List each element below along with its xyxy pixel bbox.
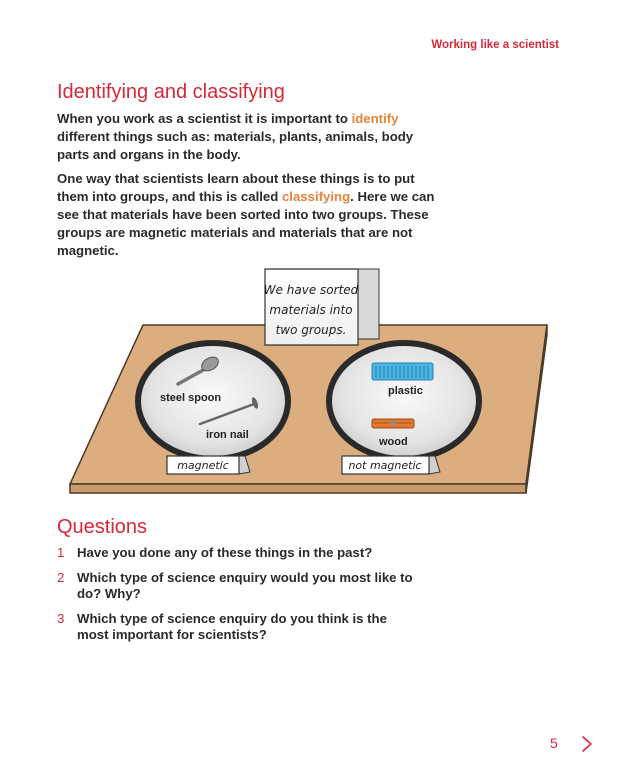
classifying-paragraph: [57, 170, 442, 260]
wooden-peg-icon: [372, 419, 414, 428]
para-text: . Here we can see that materials have been sorted into two groups. These groups are magnetic materials and materials that are not magnetic.: [57, 189, 435, 258]
question-text: Have you done any of these things in the past?: [77, 545, 373, 560]
sign-line-1: We have sorted: [263, 283, 359, 297]
steel-spoon-label: steel spoon: [160, 392, 222, 404]
running-header: Working like a scientist: [431, 39, 559, 51]
question-item: [57, 545, 417, 562]
section-title: Identifying and classifying: [57, 81, 285, 103]
para-text: When you work as a scientist it is important to: [57, 111, 352, 126]
plastic-comb-icon: [372, 363, 433, 380]
chevron-right-icon[interactable]: [580, 735, 594, 753]
wood-label: wood: [379, 436, 408, 448]
question-number: 1: [57, 545, 65, 560]
keyword-classifying: classifying: [281, 189, 351, 204]
para-text: different things such as: materials, plants, animals, body parts and organs in the body.: [57, 129, 414, 162]
para-text: One way that scientists learn about these things is to put them into groups, and this is called: [57, 171, 415, 204]
question-text: Which type of science enquiry do you think is the most important for scientists?: [77, 610, 387, 642]
question-item: [57, 570, 417, 603]
sorting-illustration: [60, 262, 555, 502]
table-edge: [70, 484, 526, 493]
intro-paragraph: [57, 110, 442, 164]
question-item: [57, 611, 417, 644]
magnetic-tag-label: magnetic: [177, 459, 229, 472]
question-number: 3: [57, 610, 65, 626]
iron-nail-label: iron nail: [206, 429, 249, 441]
plastic-label: plastic: [388, 385, 423, 397]
questions-list: [57, 545, 417, 652]
question-text: Which type of science enquiry would you most like to do? Why?: [77, 569, 413, 601]
keyword-identify: identify: [351, 111, 399, 126]
questions-title: Questions: [57, 516, 148, 538]
sign-card: [264, 269, 379, 345]
page-number: 5: [550, 735, 558, 751]
sign-line-3: two groups.: [275, 323, 347, 337]
question-number: 2: [57, 569, 65, 585]
not-magnetic-tag-label: not magnetic: [348, 459, 422, 472]
sign-line-2: materials into: [269, 303, 353, 317]
